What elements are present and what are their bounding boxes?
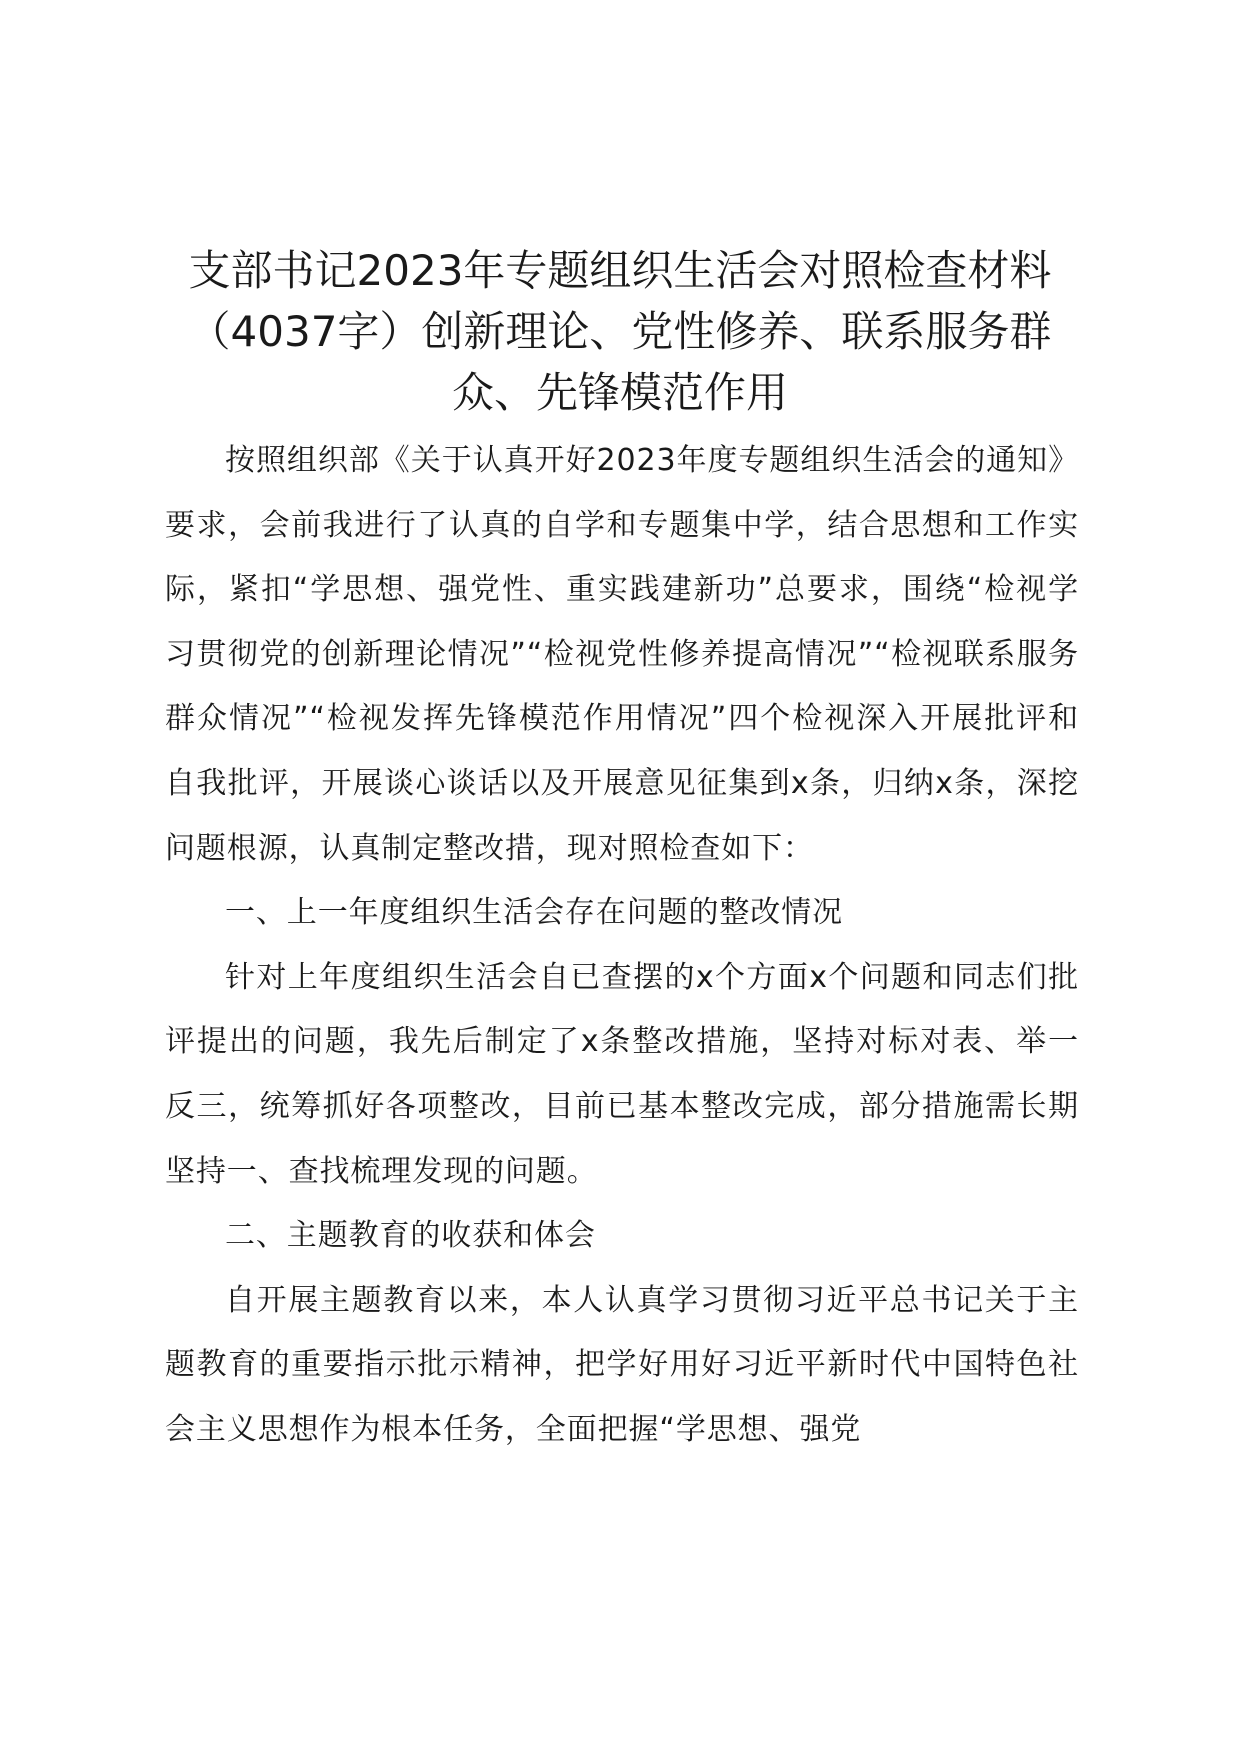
section-heading-2: 二、主题教育的收获和体会 [225,1218,596,1254]
section-heading-1: 一、上一年度组织生活会存在问题的整改情况 [225,895,843,931]
paragraph-intro: 按照组织部《关于认真开好2023年度专题组织生活会的通知》要求，会前我进行了认真的自学和专题集中学，结合思想和工作实际，紧扣“学思想、强党性、重实践建新功”总要求，围绕“检视学习贯彻党的创新理论情况”“检视党性修养提高情况”“检视联系服务群众情况”“检视发挥先锋模范作用情况”四个检视深入开展批评和自我批评，开展谈心谈话以及开展意见征集到x条，归纳x条，深挖问题根源，认真制定整改措，现对照检查如下： [165,443,1079,866]
document-body [165,429,1079,1463]
document-title: 支部书记2023年专题组织生活会对照检查材料（4037字）创新理论、党性修养、联系服务群众、先锋模范作用 [188,246,1052,417]
paragraph-education: 自开展主题教育以来，本人认真学习贯彻习近平总书记关于主题教育的重要指示批示精神，把学好用好习近平新时代中国特色社会主义思想作为根本任务，全面把握“学思想、强党 [165,1282,1079,1447]
paragraph-rectification: 针对上年度组织生活会自已查摆的x个方面x个问题和同志们批评提出的问题，我先后制定了x条整改措施，坚持对标对表、举一反三，统筹抓好各项整改，目前已基本整改完成，部分措施需长期坚持一、查找梳理发现的问题。 [165,959,1079,1189]
